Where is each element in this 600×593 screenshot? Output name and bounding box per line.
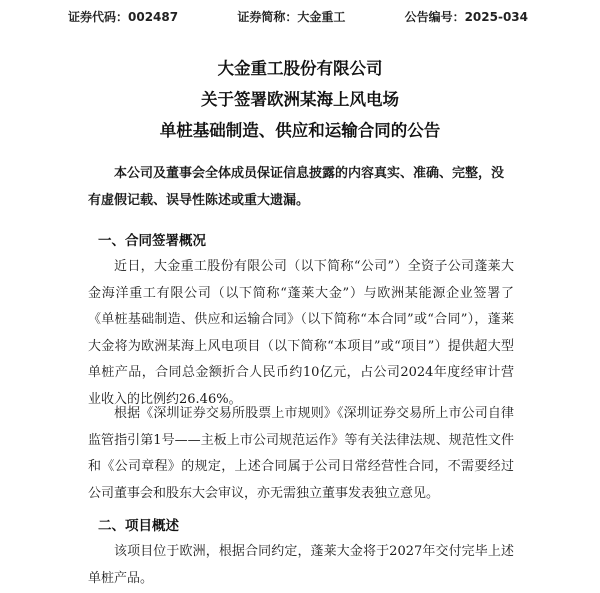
contract-overview-paragraph: 近日，大金重工股份有限公司（以下简称“公司”）全资子公司蓬莱大金海洋重工有限公司（以下简称“蓬莱大金”）与欧洲某能源企业签署了《单桩基础制造、供应和运输合同》（以下简称“本合同”或“合同”），蓬莱大金将为欧洲某海上风电项目（以下简称“本项目”或“项目”）提供超大型单桩产品，合同总金额折合人民币约10亿元，占公司2024年度经审计营业收入的比例约26.46%。 <box>88 259 514 407</box>
announcement-number: 公告编号：2025-034 <box>404 10 528 24</box>
announcement-title-line2: 关于签署欧洲某海上风电场 <box>201 90 399 109</box>
section-paragraph <box>88 254 514 413</box>
stock-code: 证券代码：002487 <box>68 10 179 24</box>
company-name-title: 大金重工股份有限公司 <box>217 59 383 78</box>
announcement-header <box>68 8 528 25</box>
section-heading-contract: 一、合同签署概况 <box>98 233 206 249</box>
section-paragraph <box>88 539 514 592</box>
project-overview-paragraph: 该项目位于欧洲，根据合同约定，蓬莱大金将于2027年交付完毕上述单桩产品。 <box>88 544 514 586</box>
regulatory-basis-paragraph: 根据《深圳证券交易所股票上市规则》《深圳证券交易所上市公司自律监管指引第1号——主板上市公司规范运作》等有关法律法规、规范性文件和《公司章程》的规定，上述合同属于公司日常经营性合同，不需要经过公司董事会和股东大会审议，亦无需独立董事发表独立意见。 <box>88 406 514 501</box>
section-paragraph <box>88 401 514 507</box>
announcement-title-line3: 单桩基础制造、供应和运输合同的公告 <box>159 121 441 140</box>
disclosure-declaration <box>88 160 514 214</box>
declaration-text: 本公司及董事会全体成员保证信息披露的内容真实、准确、完整，没有虚假记载、误导性陈述或重大遗漏。 <box>88 166 505 208</box>
section-heading-project: 二、项目概述 <box>98 518 179 534</box>
stock-short-name: 证券简称：大金重工 <box>237 10 346 24</box>
